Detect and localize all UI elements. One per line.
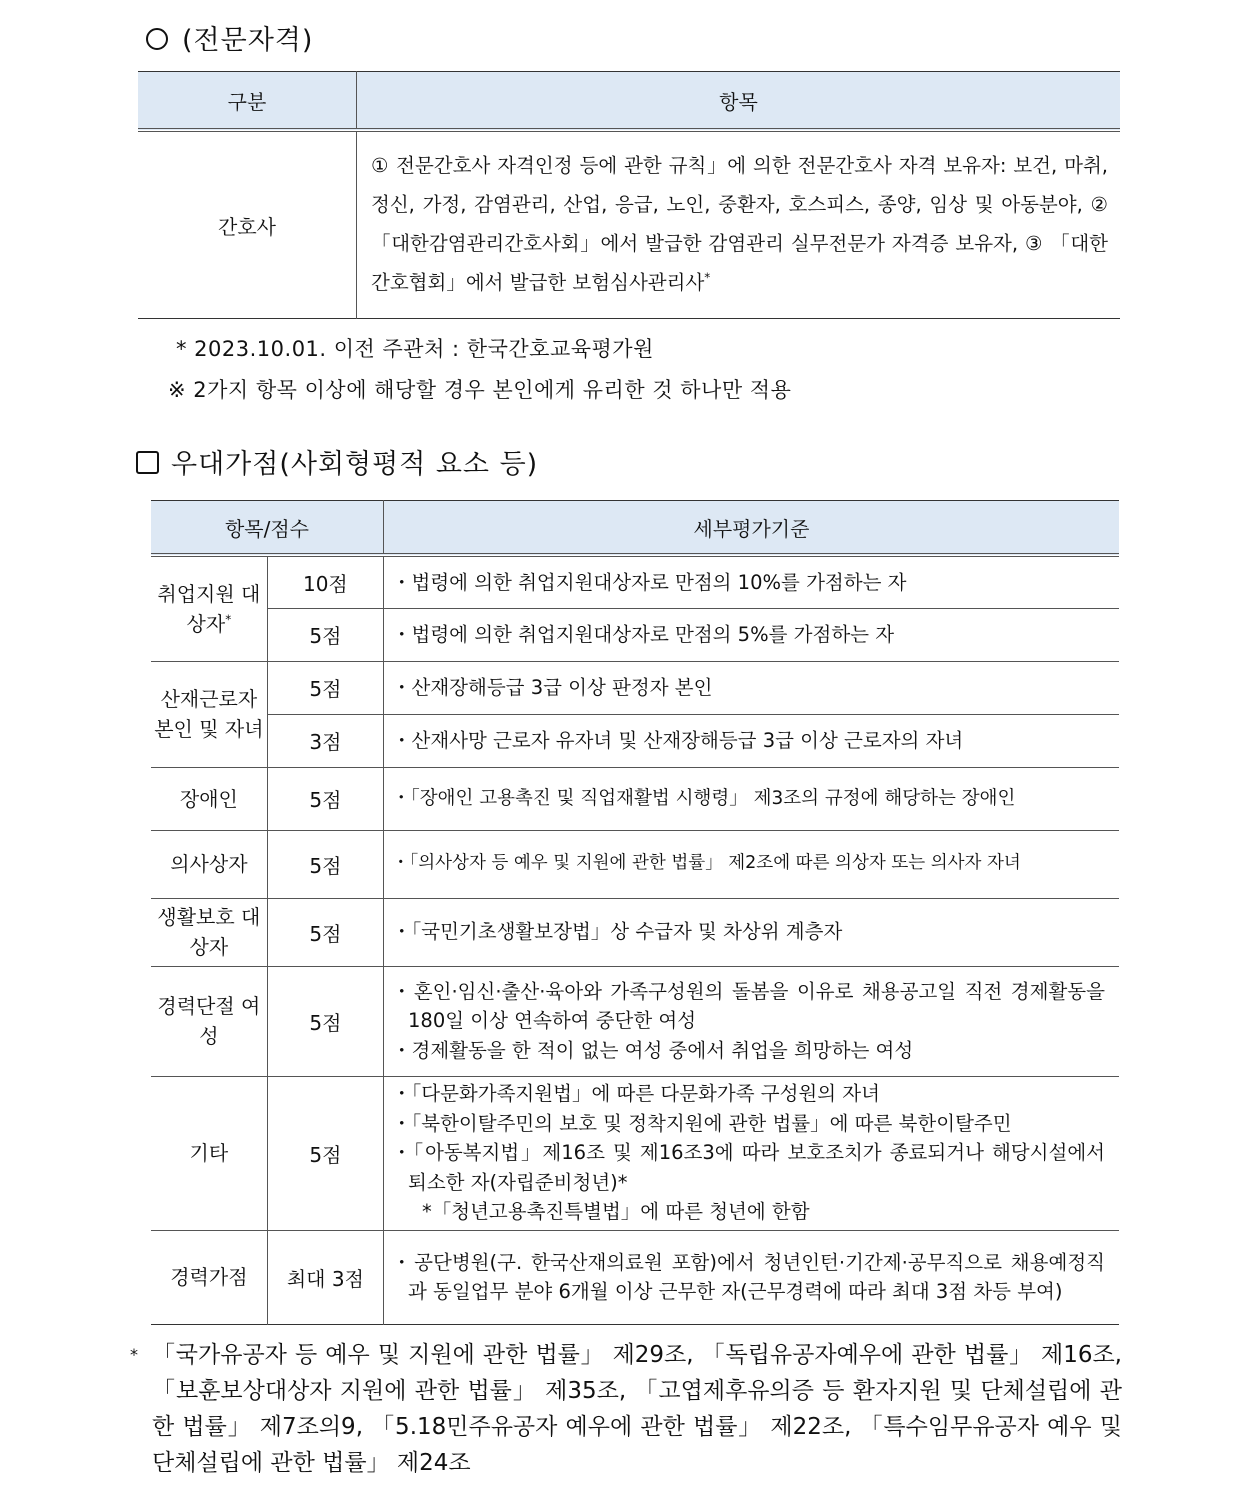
category-employment-support: 취업지원 대상자* bbox=[151, 555, 267, 661]
points-cell: 5점 bbox=[267, 661, 383, 714]
points-cell: 3점 bbox=[267, 714, 383, 767]
criteria-cell: ・산재사망 근로자 유자녀 및 산재장해등급 3급 이상 근로자의 자녀 bbox=[384, 714, 1120, 767]
table-row bbox=[151, 767, 1119, 830]
points-cell: 최대 3점 bbox=[267, 1230, 383, 1324]
criteria-cell: ・「국민기초생활보장법」상 수급자 및 차상위 계층자 bbox=[384, 898, 1120, 966]
table-row bbox=[151, 1230, 1119, 1324]
table-row bbox=[138, 130, 1120, 319]
header-item: 항목 bbox=[357, 72, 1121, 131]
criteria-line: ・혼인·임신·출산·육아와 가족구성원의 돌봄을 이유로 채용공고일 직전 경제활동을 180일 이상 연속하여 중단한 여성 bbox=[392, 979, 1105, 1033]
category-righteous-casualty: 의사상자 bbox=[151, 830, 267, 898]
professional-qualification-table bbox=[138, 71, 1120, 319]
section1-title: (전문자격) bbox=[182, 25, 314, 56]
footnote-text: 「국가유공자 등 예우 및 지원에 관한 법률」 제29조, 「독립유공자예우에 관한 법률」 제16조, 「보훈보상대상자 지원에 관한 법률」 제35조, 「고엽제후유의증 등 환자지원 및 단체설립에 관한 법률」 제7조의9, 「5.18민주유공자 예우에 관한 법률」 제22조, 「특수임무유공자 예우 및 단체설립에 관한 법률」 제24조 bbox=[152, 1342, 1122, 1476]
note-single-apply: ※ 2가지 항목 이상에 해당할 경우 본인에게 유리한 것 하나만 적용 bbox=[168, 378, 792, 402]
table-row bbox=[151, 830, 1119, 898]
row-detail bbox=[357, 130, 1121, 319]
table-row bbox=[151, 608, 1119, 661]
table-row bbox=[151, 898, 1119, 966]
criteria-line: ・「아동복지법」제16조 및 제16조3에 따라 보호조치가 종료되거나 해당시설에서 퇴소한 자(자립준비청년)* bbox=[392, 1141, 1105, 1194]
points-cell: 5점 bbox=[267, 966, 383, 1076]
points-cell: 5점 bbox=[267, 1076, 383, 1230]
points-cell: 10점 bbox=[267, 555, 383, 608]
table-row bbox=[151, 661, 1119, 714]
criteria-cell bbox=[384, 1076, 1120, 1230]
category-career-points: 경력가점 bbox=[151, 1230, 267, 1324]
criteria-cell: ・「장애인 고용촉진 및 직업재활법 시행령」 제3조의 규정에 해당하는 장애인 bbox=[384, 767, 1120, 830]
points-cell: 5점 bbox=[267, 898, 383, 966]
table-row bbox=[151, 714, 1119, 767]
section2-title: 우대가점(사회형평적 요소 등) bbox=[171, 449, 539, 480]
criteria-line: ・「북한이탈주민의 보호 및 정착지원에 관한 법률」에 따른 북한이탈주민 bbox=[392, 1111, 1012, 1135]
note-organizer: * 2023.10.01. 이전 주관처 : 한국간호교육평가원 bbox=[176, 337, 654, 361]
criteria-line: ・경제활동을 한 적이 없는 여성 중에서 취업을 희망하는 여성 bbox=[392, 1038, 914, 1062]
table-row bbox=[151, 966, 1119, 1076]
header-criteria: 세부평가기준 bbox=[384, 501, 1120, 556]
category-livelihood-protection: 생활보호 대상자 bbox=[151, 898, 267, 966]
footnote bbox=[130, 1337, 1122, 1481]
criteria-subnote: *「청년고용촉진특별법」에 따른 청년에 한함 bbox=[422, 1200, 810, 1224]
points-cell: 5점 bbox=[267, 830, 383, 898]
criteria-cell bbox=[384, 966, 1120, 1076]
table-row bbox=[151, 1076, 1119, 1230]
criteria-cell bbox=[384, 1230, 1120, 1324]
header-item-points: 항목/점수 bbox=[151, 501, 384, 556]
points-cell: 5점 bbox=[267, 767, 383, 830]
criteria-cell: ・「의사상자 등 예우 및 지원에 관한 법률」 제2조에 따른 의상자 또는 의사자 자녀 bbox=[384, 830, 1120, 898]
footnote-mark: * bbox=[130, 1345, 138, 1364]
section2-heading bbox=[136, 442, 538, 481]
category-industrial-accident: 산재근로자 본인 및 자녀 bbox=[151, 661, 267, 767]
category-other: 기타 bbox=[151, 1076, 267, 1230]
category-career-break-women: 경력단절 여성 bbox=[151, 966, 267, 1076]
criteria-line: ・공단병원(구. 한국산재의료원 포함)에서 청년인턴·기간제·공무직으로 채용예정직과 동일업무 분야 6개월 이상 근무한 자(근무경력에 따라 최대 3점 차등 부여) bbox=[392, 1250, 1105, 1303]
row-detail-mark: * bbox=[704, 270, 711, 285]
category-disabled: 장애인 bbox=[151, 767, 267, 830]
checkbox-square-icon bbox=[136, 451, 159, 474]
points-cell: 5점 bbox=[267, 608, 383, 661]
criteria-cell: ・법령에 의한 취업지원대상자로 만점의 10%를 가점하는 자 bbox=[384, 555, 1120, 608]
criteria-line: ・「다문화가족지원법」에 따른 다문화가족 구성원의 자녀 bbox=[392, 1082, 880, 1106]
header-category: 구분 bbox=[138, 72, 357, 131]
bonus-points-table bbox=[151, 500, 1119, 1325]
criteria-cell: ・법령에 의한 취업지원대상자로 만점의 5%를 가점하는 자 bbox=[384, 608, 1120, 661]
table-row bbox=[151, 555, 1119, 608]
row-category: 간호사 bbox=[138, 130, 357, 319]
criteria-cell: ・산재장해등급 3급 이상 판정자 본인 bbox=[384, 661, 1120, 714]
row-detail-text: ① 전문간호사 자격인정 등에 관한 규칙」에 의한 전문간호사 자격 보유자: 보건, 마취, 정신, 가정, 감염관리, 산업, 응급, 노인, 중환자, 호스피스, 종양, 임상 및 아동분야, ② 「대한감염관리간호사회」에서 발급한 감염관리 실무전문가 자격증 보유자, ③ 「대한간호협회」에서 발급한 보험심사관리사 bbox=[371, 154, 1108, 294]
section1-heading bbox=[146, 18, 313, 57]
circle-bullet-icon bbox=[146, 28, 168, 50]
